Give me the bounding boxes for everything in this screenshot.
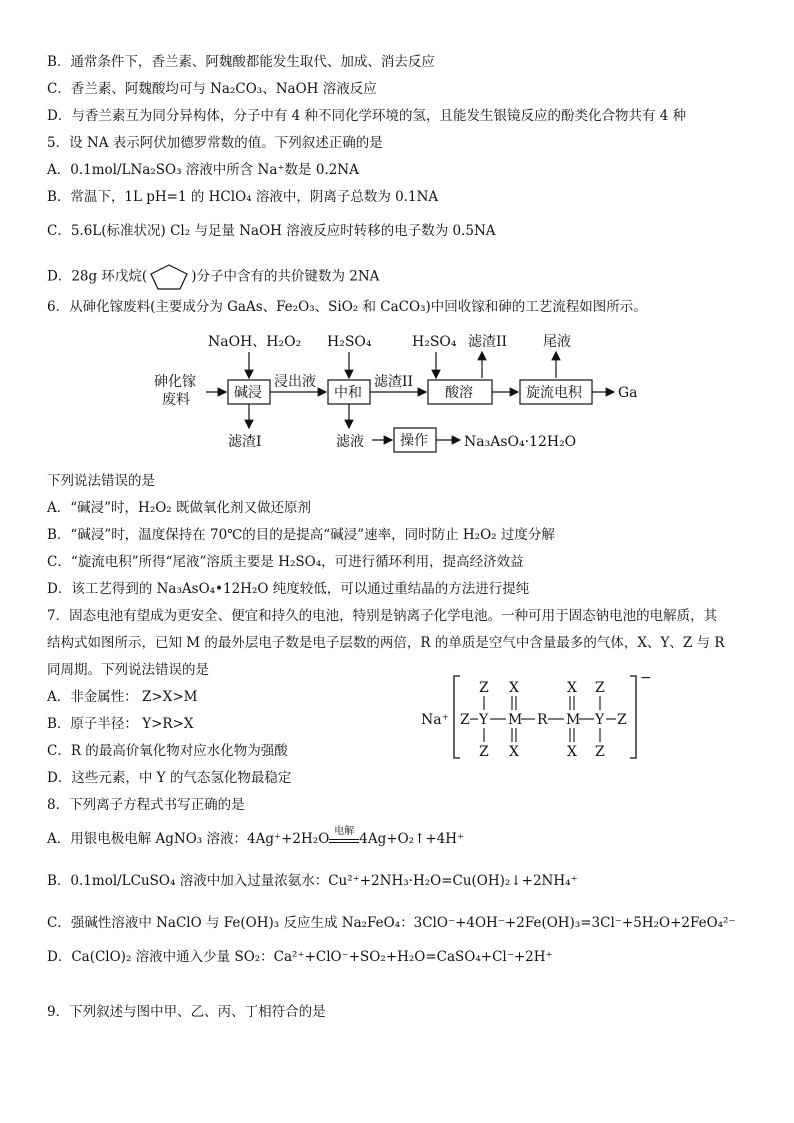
q5-option-a: A．0.1mol/LNa₂SO₃ 溶液中所含 Na⁺数是 0.2NA bbox=[47, 162, 359, 178]
alkali-leach-label: 碱浸 bbox=[234, 385, 262, 401]
cation-label: Na⁺ bbox=[421, 712, 449, 728]
q6-stem: 6．从砷化镓废料(主要成分为 GaAs、Fe₂O₃、SiO₂ 和 CaCO₃)中回收镓和砷的工艺流程如图所示。 bbox=[47, 299, 647, 315]
atom-z-left: Z bbox=[460, 712, 470, 728]
q8-option-d: D．Ca(ClO)₂ 溶液中通入少量 SO₂：Ca²⁺+ClO⁻+SO₂+H₂O=CaSO₄+Cl⁻+2H⁺ bbox=[47, 949, 553, 965]
q8-option-b: B．0.1mol/LCuSO₄ 溶液中加入过量浓氨水：Cu²⁺+2NH₃·H₂O=Cu(OH)₂↓+2NH₄⁺ bbox=[47, 873, 578, 889]
acid-dissolve-label: 酸溶 bbox=[445, 385, 473, 401]
electrolysis-arrow bbox=[329, 825, 359, 843]
tail-label: 尾液 bbox=[543, 334, 571, 350]
q8-option-c: C．强碱性溶液中 NaClO 与 Fe(OH)₃ 反应生成 Na₂FeO₄：3ClO⁻+4OH⁻+2Fe(OH)₃=3Cl⁻+5H₂O+2FeO₄²⁻ bbox=[47, 915, 736, 931]
q7-option-b: B．原子半径： Y>R>X bbox=[47, 716, 194, 732]
q5-stem: 5．设 NA 表示阿伏加德罗常数的值。下列叙述正确的是 bbox=[47, 135, 383, 151]
electro-label: 旋流电积 bbox=[526, 385, 582, 401]
q8a-products: 4Ag+O₂↑+4H⁺ bbox=[359, 831, 465, 847]
atom-y-left: Y bbox=[479, 712, 489, 728]
residue2-flow-label: 滤渣II bbox=[374, 374, 414, 390]
naoh-h2o2-label: NaOH、H₂O₂ bbox=[208, 334, 302, 350]
electrolysis-condition: 电解 bbox=[334, 825, 355, 837]
q5-option-d bbox=[47, 262, 379, 292]
atom-x-bottom-right: X bbox=[567, 744, 577, 760]
filtrate-label: 滤液 bbox=[336, 434, 364, 450]
h2so4-1-label: H₂SO₄ bbox=[327, 334, 372, 350]
q6-option-a: A．“碱浸”时，H₂O₂ 既做氧化剂又做还原剂 bbox=[47, 500, 312, 516]
atom-z-right: Z bbox=[617, 712, 627, 728]
atom-x-bottom-left: X bbox=[509, 744, 519, 760]
q6-option-b: B．“碱浸”时，温度保持在 70℃的目的是提高“碱浸”速率，同时防止 H₂O₂ 过度分解 bbox=[47, 527, 555, 543]
q9-stem: 9．下列叙述与图中甲、乙、丙、丁相符合的是 bbox=[47, 1004, 326, 1020]
atom-x-top-left: X bbox=[509, 680, 519, 696]
neutralize-label: 中和 bbox=[334, 385, 362, 401]
h2so4-2-label: H₂SO₄ bbox=[412, 334, 457, 350]
residue2-out-label: 滤渣II bbox=[468, 334, 508, 350]
structure-diagram bbox=[418, 670, 658, 766]
q4-option-d: D．与香兰素互为同分异构体，分子中有 4 种不同化学环境的氢，且能发生银镜反应的酚类化合物共有 4 种 bbox=[47, 108, 687, 124]
q5-option-c: C．5.6L(标准状况) Cl₂ 与足量 NaOH 溶液反应时转移的电子数为 0.5NA bbox=[47, 223, 496, 239]
q8-stem: 8．下列离子方程式书写正确的是 bbox=[47, 797, 245, 813]
product-label: Na₃AsO₄·12H₂O bbox=[464, 434, 577, 450]
q6-option-c: C．“旋流电积”所得“尾液”溶质主要是 H₂SO₄，可进行循环利用，提高经济效益 bbox=[47, 554, 524, 570]
q7-stem-2: 结构式如图所示，已知 M 的最外层电子数是电子层数的两倍，R 的单质是空气中含量最多的气体，X、Y、Z 与 R bbox=[47, 635, 725, 651]
process-flow-diagram bbox=[150, 326, 650, 458]
q7-option-c: C．R 的最高价氧化物对应水化物为强酸 bbox=[47, 743, 288, 759]
q6-option-d: D．该工艺得到的 Na₃AsO₄•12H₂O 纯度较低，可以通过重结晶的方法进行提纯 bbox=[47, 581, 530, 597]
q5-option-b: B．常温下，1L pH=1 的 HClO₄ 溶液中，阴离子总数为 0.1NA bbox=[47, 189, 439, 205]
q6-intro: 下列说法错误的是 bbox=[47, 473, 155, 489]
atom-m-right: M bbox=[566, 712, 581, 728]
charge-label: − bbox=[640, 670, 652, 686]
operation-label: 操作 bbox=[400, 433, 428, 449]
atom-r: R bbox=[537, 712, 548, 728]
leachate-label: 浸出液 bbox=[274, 374, 316, 390]
feed-line1: 砷化镓 bbox=[154, 374, 196, 390]
q8a-text: A．用银电极电解 AgNO₃ 溶液：4Ag⁺+2H₂O bbox=[47, 831, 330, 847]
atom-z-bottom-right: Z bbox=[595, 744, 605, 760]
q7-option-d: D．这些元素，中 Y 的气态氢化物最稳定 bbox=[47, 770, 292, 786]
q5d-text-post: )分子中含有的共价键数为 2NA bbox=[191, 268, 380, 285]
q7-stem-1: 7．固态电池有望成为更安全、便宜和持久的电池，特别是钠离子化学电池。一种可用于固态钠电池的电解质，其 bbox=[47, 608, 718, 624]
q5d-text-pre: D．28g 环戊烷( bbox=[47, 268, 148, 285]
ga-label: Ga bbox=[618, 385, 638, 401]
feed-line2: 废料 bbox=[162, 392, 190, 408]
atom-m-left: M bbox=[508, 712, 523, 728]
q8-option-a bbox=[47, 825, 465, 848]
atom-y-right: Y bbox=[595, 712, 605, 728]
atom-z-top-right: Z bbox=[595, 680, 605, 696]
atom-z-top-left: Z bbox=[479, 680, 489, 696]
atom-z-bottom-left: Z bbox=[479, 744, 489, 760]
q7-option-a: A．非金属性： Z>X>M bbox=[47, 689, 198, 705]
q4-option-b: B．通常条件下，香兰素、阿魏酸都能发生取代、加成、消去反应 bbox=[47, 54, 435, 70]
q4-option-c: C．香兰素、阿魏酸均可与 Na₂CO₃、NaOH 溶液反应 bbox=[47, 81, 377, 97]
q7-stem-3: 同周期。下列说法错误的是 bbox=[47, 662, 209, 678]
residue1-label: 滤渣I bbox=[228, 434, 262, 450]
atom-x-top-right: X bbox=[567, 680, 577, 696]
cyclopentane-icon bbox=[147, 262, 191, 292]
